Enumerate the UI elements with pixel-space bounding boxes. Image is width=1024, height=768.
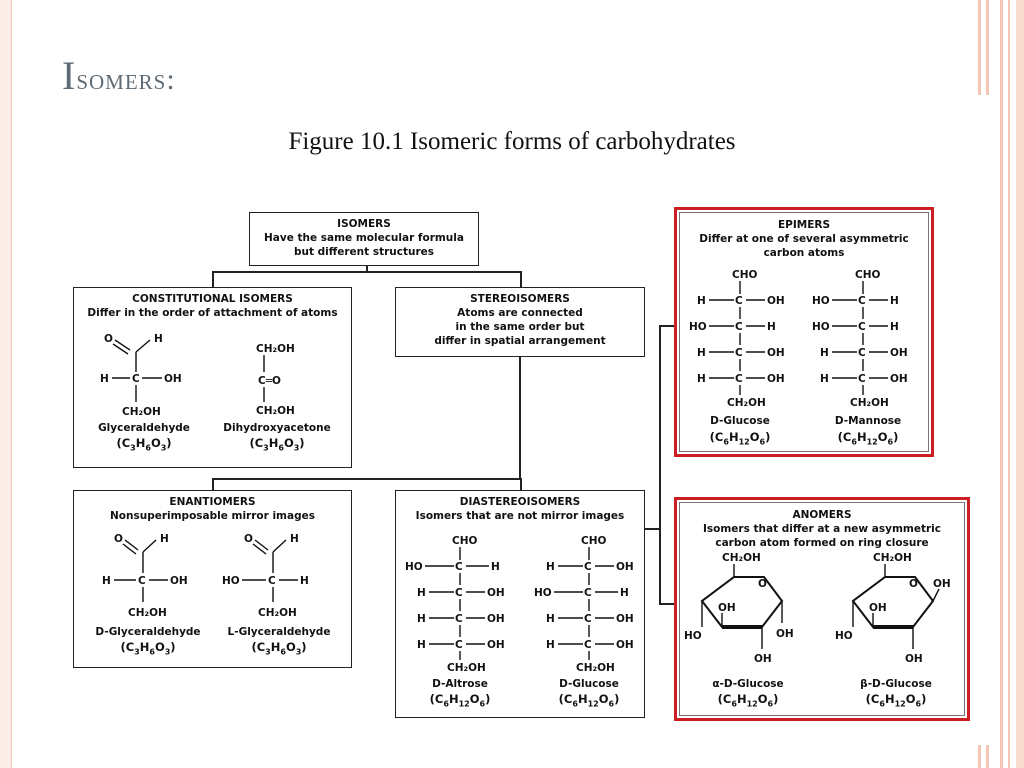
- frame-line: [978, 0, 981, 95]
- glyceraldehyde-structure: [92, 330, 202, 425]
- molecule-formula: $(C_3H_6O_3)$: [116, 436, 172, 453]
- atom-label: CH₂OH: [122, 406, 161, 418]
- atom-label: OH: [164, 373, 182, 385]
- atom-label: H: [697, 373, 706, 385]
- atom-label: H: [102, 575, 111, 587]
- atom-label: H: [820, 347, 829, 359]
- atom-label: C: [858, 373, 866, 385]
- atom-label: HO: [812, 295, 830, 307]
- atom-label: CHO: [581, 535, 607, 547]
- molecule-formula: $(C_6H_{12}O_6)$: [865, 692, 927, 709]
- stereoisomers-description-line: Atoms are connected: [457, 307, 583, 319]
- connector-line: [659, 603, 674, 605]
- atom-label: HO: [812, 321, 830, 333]
- molecule-name: Dihydroxyacetone: [223, 422, 331, 434]
- atom-label: HO: [222, 575, 240, 587]
- slide-title: [62, 52, 176, 99]
- epimer-d-glucose-structure: [683, 266, 793, 416]
- atom-label: OH: [890, 373, 908, 385]
- atom-label: O: [104, 333, 113, 345]
- atom-label: OH: [869, 602, 887, 614]
- atom-label: OH: [890, 347, 908, 359]
- connector-line: [645, 528, 660, 530]
- molecule-name: D-Altrose: [432, 678, 488, 690]
- atom-label: C: [584, 613, 592, 625]
- atom-label: OH: [616, 561, 634, 573]
- atom-label: CH₂OH: [128, 607, 167, 619]
- d-glyceraldehyde-structure: [98, 530, 208, 630]
- molecule-formula: $(C_3H_6O_3)$: [120, 640, 176, 657]
- frame-line: [986, 0, 989, 95]
- atom-label: CH₂OH: [727, 397, 766, 409]
- stereoisomers-description-line: in the same order but: [455, 321, 585, 333]
- atom-label: H: [546, 639, 555, 651]
- atom-label: H: [100, 373, 109, 385]
- atom-label: H: [546, 613, 555, 625]
- connector-line: [519, 357, 521, 480]
- atom-label: H: [697, 347, 706, 359]
- frame-line: [1008, 0, 1010, 768]
- atom-label: OH: [487, 587, 505, 599]
- dihydroxyacetone-structure: [250, 340, 330, 425]
- stereoisomers-description-line: differ in spatial arrangement: [434, 335, 606, 347]
- atom-label: CH₂OH: [722, 552, 761, 564]
- anomers-heading: ANOMERS: [792, 509, 852, 521]
- atom-label: CH₂OH: [850, 397, 889, 409]
- enantiomers-description-line: Nonsuperimposable mirror images: [110, 510, 315, 522]
- atom-label: C: [138, 575, 146, 587]
- atom-label: OH: [767, 373, 785, 385]
- alpha-d-glucose-ring-structure: [684, 549, 814, 679]
- atom-label: OH: [718, 602, 736, 614]
- atom-label: C: [735, 373, 743, 385]
- atom-label: CH₂OH: [256, 405, 295, 417]
- isomers-description-line: Have the same molecular formula: [264, 232, 464, 244]
- atom-label: HO: [684, 630, 702, 642]
- atom-label: H: [620, 587, 629, 599]
- atom-label: H: [154, 333, 163, 345]
- isomers-box: [249, 212, 479, 266]
- atom-label: C: [584, 561, 592, 573]
- connector-line: [520, 271, 522, 287]
- atom-label: H: [417, 613, 426, 625]
- epimers-heading: EPIMERS: [777, 219, 831, 231]
- atom-label: C: [858, 295, 866, 307]
- molecule-formula: $(C_6H_{12}O_6)$: [429, 692, 491, 709]
- atom-label: OH: [616, 639, 634, 651]
- atom-label: C: [584, 587, 592, 599]
- atom-label: O: [244, 533, 253, 545]
- diastereoisomers-description-line: Isomers that are not mirror images: [415, 510, 625, 522]
- enantiomers-heading: ENANTIOMERS: [169, 496, 256, 508]
- molecule-formula: $(C_3H_6O_3)$: [249, 436, 305, 453]
- atom-label: O: [114, 533, 123, 545]
- atom-label: OH: [767, 347, 785, 359]
- d-glucose-structure: [532, 532, 642, 677]
- molecule-formula: $(C_3H_6O_3)$: [251, 640, 307, 657]
- atom-label: OH: [170, 575, 188, 587]
- molecule-name: D-Glyceraldehyde: [95, 626, 201, 638]
- atom-label: C: [268, 575, 276, 587]
- atom-label: CH₂OH: [256, 343, 295, 355]
- molecule-formula: $(C_6H_{12}O_6)$: [558, 692, 620, 709]
- molecule-formula: $(C_6H_{12}O_6)$: [709, 430, 771, 447]
- atom-label: H: [300, 575, 309, 587]
- molecule-name: L-Glyceraldehyde: [227, 626, 331, 638]
- slide-title-initial: I: [62, 53, 77, 98]
- atom-label: OH: [933, 578, 951, 590]
- molecule-name: D-Mannose: [834, 415, 902, 427]
- frame-line: [978, 745, 981, 768]
- atom-label: OH: [487, 613, 505, 625]
- atom-label: CHO: [855, 269, 881, 281]
- atom-label: H: [160, 533, 169, 545]
- stereoisomers-box: [395, 287, 645, 357]
- atom-label: C: [584, 639, 592, 651]
- connector-line: [212, 271, 522, 273]
- atom-label: CHO: [732, 269, 758, 281]
- isomers-description-line: but different structures: [293, 246, 435, 258]
- connector-line: [659, 325, 661, 605]
- atom-label: C: [735, 347, 743, 359]
- atom-label: OH: [767, 295, 785, 307]
- atom-label: H: [767, 321, 776, 333]
- constitutional-description-line: Differ in the order of attachment of atoms: [87, 307, 338, 319]
- atom-label: C: [735, 295, 743, 307]
- atom-label: H: [890, 321, 899, 333]
- molecule-name: Glyceraldehyde: [98, 422, 190, 434]
- connector-line: [659, 325, 674, 327]
- atom-label: C: [132, 373, 140, 385]
- l-glyceraldehyde-structure: [222, 530, 332, 630]
- atom-label: H: [417, 639, 426, 651]
- atom-label: H: [417, 587, 426, 599]
- constitutional-heading: CONSTITUTIONAL ISOMERS: [132, 293, 293, 305]
- connector-line: [212, 478, 522, 480]
- atom-label: HO: [405, 561, 423, 573]
- diastereoisomers-heading: DIASTEREOISOMERS: [459, 496, 581, 508]
- atom-label: C: [455, 613, 463, 625]
- connector-line: [212, 478, 214, 490]
- isomers-heading: ISOMERS: [337, 218, 391, 230]
- connector-line: [212, 271, 214, 287]
- atom-label: HO: [689, 321, 707, 333]
- frame-line: [11, 0, 12, 768]
- atom-label: HO: [835, 630, 853, 642]
- molecule-name: α-D-Glucose: [712, 678, 784, 690]
- atom-label: CH₂OH: [576, 662, 615, 674]
- atom-label: O: [758, 578, 767, 590]
- atom-label: CH₂OH: [258, 607, 297, 619]
- atom-label: C: [455, 561, 463, 573]
- molecule-name: D-Glucose: [559, 678, 619, 690]
- molecule-formula: $(C_6H_{12}O_6)$: [837, 430, 899, 447]
- atom-label: OH: [487, 639, 505, 651]
- anomers-description-line: Isomers that differ at a new asymmetric: [702, 523, 941, 535]
- anomers-description-line: carbon atom formed on ring closure: [715, 537, 929, 549]
- atom-label: H: [546, 561, 555, 573]
- atom-label: OH: [776, 628, 794, 640]
- molecule-name: D-Glucose: [710, 415, 770, 427]
- beta-d-glucose-ring-structure: [835, 549, 965, 679]
- epimers-description-line: Differ at one of several asymmetric: [699, 233, 909, 245]
- atom-label: OH: [905, 653, 923, 665]
- atom-label: C═O: [258, 375, 281, 387]
- epimer-d-mannose-structure: [806, 266, 916, 416]
- epimers-description-line: carbon atoms: [763, 247, 845, 259]
- atom-label: HO: [534, 587, 552, 599]
- atom-label: OH: [754, 653, 772, 665]
- atom-label: H: [820, 373, 829, 385]
- atom-label: H: [890, 295, 899, 307]
- molecule-name: β-D-Glucose: [860, 678, 932, 690]
- atom-label: C: [858, 321, 866, 333]
- atom-label: C: [455, 639, 463, 651]
- atom-label: O: [909, 578, 918, 590]
- connector-line: [520, 478, 522, 490]
- atom-label: H: [697, 295, 706, 307]
- frame-line: [986, 745, 989, 768]
- atom-label: H: [491, 561, 500, 573]
- frame-line: [1016, 0, 1024, 768]
- atom-label: OH: [616, 613, 634, 625]
- atom-label: CH₂OH: [447, 662, 486, 674]
- figure-title: Figure 10.1 Isomeric forms of carbohydrates: [288, 128, 736, 155]
- atom-label: C: [735, 321, 743, 333]
- atom-label: CHO: [452, 535, 478, 547]
- atom-label: C: [858, 347, 866, 359]
- frame-line: [1000, 0, 1003, 768]
- atom-label: CH₂OH: [873, 552, 912, 564]
- stereoisomers-heading: STEREOISOMERS: [470, 293, 570, 305]
- atom-label: C: [455, 587, 463, 599]
- molecule-formula: $(C_6H_{12}O_6)$: [717, 692, 779, 709]
- d-altrose-structure: [403, 532, 513, 677]
- atom-label: H: [290, 533, 299, 545]
- slide-title-rest: somers:: [76, 63, 176, 96]
